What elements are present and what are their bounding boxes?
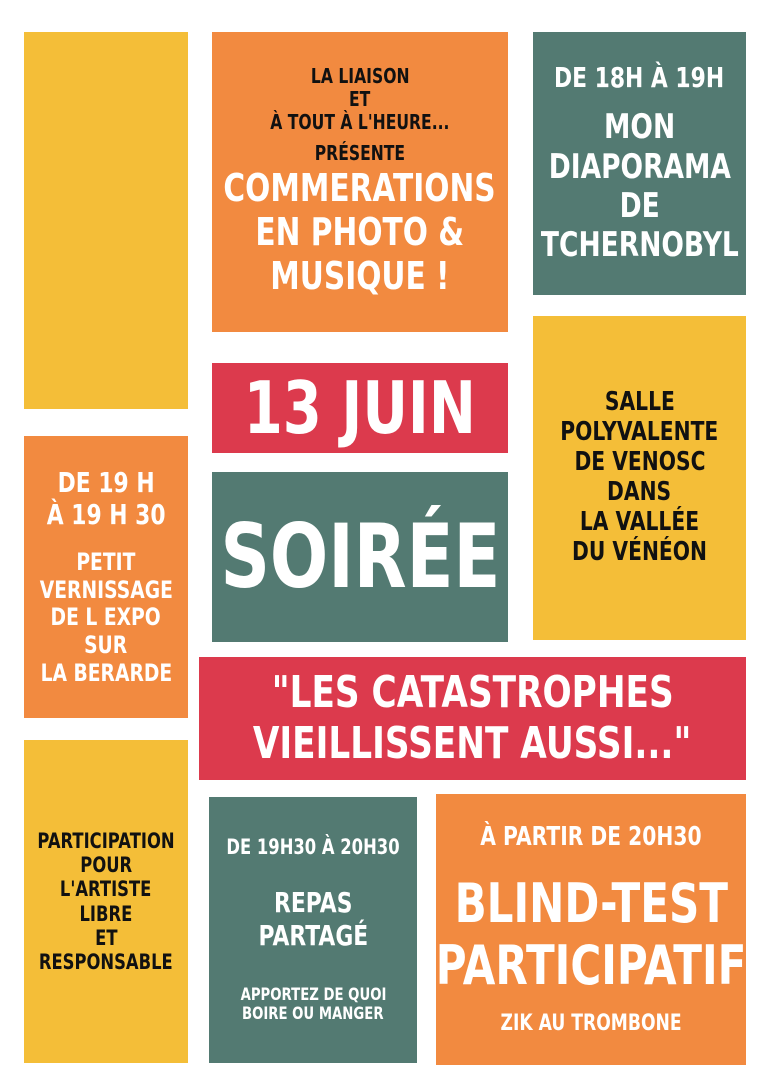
quote-line-1: "LES CATASTROPHES: [271, 666, 674, 718]
participation-line-2: POUR: [80, 853, 132, 878]
date-block: [212, 363, 508, 453]
meal-line-2: PARTAGÉ: [258, 918, 368, 952]
slideshow-line-2: DIAPORAMA: [548, 146, 731, 187]
organizer-line-3: À TOUT À L'HEURE...: [270, 110, 450, 135]
slideshow-line-1: MON: [603, 107, 676, 148]
slideshow-block: [533, 32, 746, 295]
event-date: 13 JUIN: [243, 366, 477, 450]
slideshow-line-4: TCHERNOBYL: [540, 224, 739, 265]
venue-block: [533, 316, 746, 640]
participation-line-5: ET: [94, 925, 118, 950]
event-title-line-1: COMMERATIONS: [223, 166, 497, 211]
blindtest-time: À PARTIR DE 20H30: [480, 821, 702, 852]
yellow-block-top-left: [24, 32, 188, 409]
organizer-line-2: ET: [349, 87, 371, 112]
participation-line-4: LIBRE: [79, 901, 133, 926]
vernissage-line-1: PETIT: [76, 548, 136, 577]
quote-block: [199, 657, 746, 780]
participation-block: [24, 740, 188, 1063]
blindtest-line-2: PARTICIPATIF: [435, 933, 747, 997]
evening-title: SOIRÉE: [220, 505, 500, 608]
vernissage-line-3: DE L EXPO: [50, 603, 162, 632]
participation-line-6: RESPONSABLE: [39, 949, 173, 974]
slideshow-line-3: DE: [619, 185, 660, 226]
organizers-block: [212, 32, 508, 332]
blindtest-note: ZIK AU TROMBONE: [500, 1010, 682, 1036]
vernissage-line-2: VERNISSAGE: [39, 575, 173, 604]
event-title-line-2: EN PHOTO &: [255, 210, 465, 255]
meal-time: DE 19H30 À 20H30: [226, 835, 400, 860]
blindtest-block: [436, 794, 746, 1065]
slideshow-time: DE 18H À 19H: [554, 61, 725, 95]
participation-line-3: L'ARTISTE: [60, 877, 152, 902]
venue-line-4: DANS: [607, 477, 672, 507]
presents-text: PRÉSENTE: [314, 141, 406, 166]
vernissage-block: [24, 436, 188, 718]
quote-line-2: VIEILLISSENT AUSSI...": [253, 717, 692, 769]
vernissage-line-5: LA BERARDE: [40, 658, 172, 687]
venue-line-3: DE VENOSC: [573, 447, 705, 478]
venue-line-1: SALLE: [604, 387, 675, 418]
vernissage-time-line-2: À 19 H 30: [46, 498, 166, 532]
meal-note-line-1: APPORTEZ DE QUOI: [240, 984, 386, 1005]
participation-line-1: PARTICIPATION: [37, 829, 175, 854]
venue-line-6: DU VÉNÉON: [572, 536, 707, 567]
vernissage-line-4: SUR: [84, 630, 128, 659]
meal-block: [209, 797, 417, 1063]
blindtest-line-1: BLIND-TEST: [454, 871, 728, 935]
venue-line-2: POLYVALENTE: [560, 417, 719, 448]
organizer-line-1: LA LIAISON: [310, 64, 410, 89]
evening-block: [212, 472, 508, 642]
event-title-line-3: MUSIQUE !: [270, 253, 450, 298]
vernissage-time-line-1: DE 19 H: [57, 465, 155, 499]
venue-line-5: LA VALLÉE: [579, 506, 700, 537]
meal-note-line-2: BOIRE OU MANGER: [242, 1004, 384, 1025]
meal-line-1: REPAS: [273, 886, 353, 920]
